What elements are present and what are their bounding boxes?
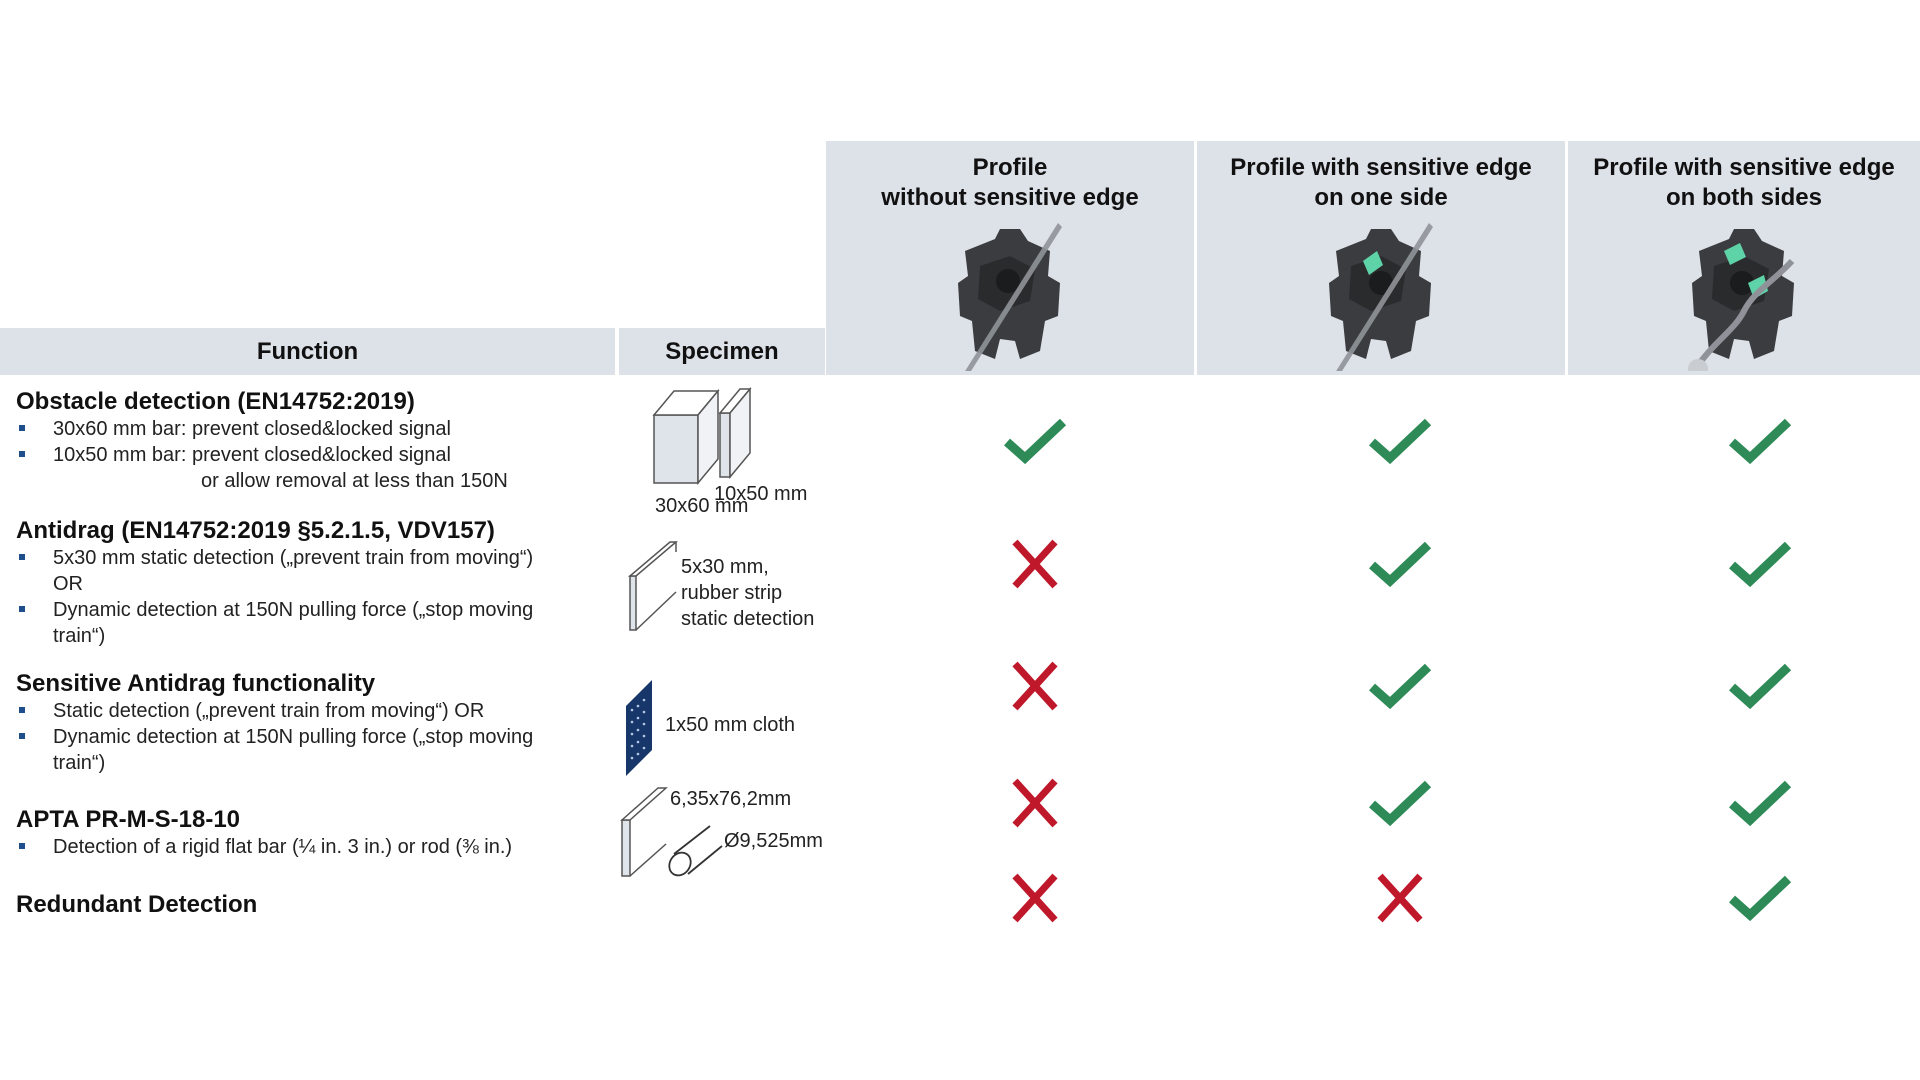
check-icon xyxy=(1728,416,1792,466)
profile-title-line1: Profile with sensitive edge xyxy=(1593,154,1895,181)
row-title: Redundant Detection xyxy=(16,891,258,918)
bullet-continuation: or allow removal at less than 150N xyxy=(201,470,508,492)
profile-both-sides-image xyxy=(1674,221,1814,371)
bullet-text: 5x30 mm static detection („prevent train from moving“) xyxy=(53,547,534,569)
bullet-text: 30x60 mm bar: prevent closed&locked signal xyxy=(53,418,451,440)
function-header xyxy=(0,328,615,375)
bullet-text: Static detection („prevent train from moving“) OR xyxy=(53,700,485,722)
specimen-label-rod: Ø9,525mm xyxy=(724,830,823,852)
row-sensitive-antidrag xyxy=(16,670,616,776)
row-obstacle-detection xyxy=(16,388,616,494)
row-title: Sensitive Antidrag functionality xyxy=(16,670,376,697)
bullet-item xyxy=(16,545,616,597)
bullet-item xyxy=(16,834,616,860)
specimen-label-rubber-strip: rubber strip xyxy=(681,582,783,604)
check-icon xyxy=(1368,539,1432,589)
row-title: Obstacle detection (EN14752:2019) xyxy=(16,388,415,415)
specimen-label-cloth: 1x50 mm cloth xyxy=(665,714,796,736)
check-icon xyxy=(1728,778,1792,828)
cross-icon xyxy=(1368,873,1432,923)
bullet-text: Dynamic detection at 150N pulling force („stop moving xyxy=(53,599,534,621)
bullet-continuation: train“) xyxy=(53,625,106,647)
profile-one-side-image xyxy=(1311,221,1451,371)
check-icon xyxy=(1728,539,1792,589)
specimen-header-label: Specimen xyxy=(665,337,779,365)
bullet-item xyxy=(16,724,616,776)
bullet-continuation: OR xyxy=(53,573,83,595)
bullet-item xyxy=(16,442,616,494)
specimen-label-5x30: 5x30 mm, xyxy=(681,556,769,578)
row-redundant-detection xyxy=(16,891,616,919)
bullet-item xyxy=(16,416,616,442)
bullet-list xyxy=(16,834,616,860)
function-header-label: Function xyxy=(256,337,359,365)
cloth-specimen-icon xyxy=(624,680,654,776)
profile-header-both-sides xyxy=(1568,141,1920,375)
specimen-label-flat-bar: 6,35x76,2mm xyxy=(670,788,792,810)
specimen-label-static-detection: static detection xyxy=(681,608,815,630)
profile-title-line2: without sensitive edge xyxy=(881,184,1139,211)
specimen-label-10x50: 10x50 mm xyxy=(714,483,808,505)
check-icon xyxy=(1728,873,1792,923)
check-icon xyxy=(1368,416,1432,466)
bullet-text: 10x50 mm bar: prevent closed&locked signal xyxy=(53,444,451,466)
bullet-list xyxy=(16,416,616,494)
profile-title-line1: Profile xyxy=(972,154,1048,181)
check-icon xyxy=(1368,661,1432,711)
check-icon xyxy=(1003,416,1067,466)
cross-icon xyxy=(1003,778,1067,828)
bullet-continuation: train“) xyxy=(53,752,106,774)
row-antidrag xyxy=(16,517,616,649)
profile-title-line2: on one side xyxy=(1314,184,1448,211)
row-apta xyxy=(16,806,616,860)
row-title: APTA PR-M-S-18-10 xyxy=(16,806,241,833)
bullet-list xyxy=(16,698,616,776)
profile-header-without-edge xyxy=(826,141,1194,375)
bullet-list xyxy=(16,545,616,649)
profile-without-edge-image xyxy=(940,221,1080,371)
bar-specimen-icon xyxy=(640,385,760,485)
profile-title-line1: Profile with sensitive edge xyxy=(1230,154,1532,181)
bullet-item xyxy=(16,597,616,649)
row-title: Antidrag (EN14752:2019 §5.2.1.5, VDV157) xyxy=(16,517,495,544)
specimen-header xyxy=(619,328,825,375)
check-icon xyxy=(1368,778,1432,828)
bullet-text: Dynamic detection at 150N pulling force („stop moving xyxy=(53,726,534,748)
profile-title-line2: on both sides xyxy=(1666,184,1822,211)
rubber-strip-specimen-icon xyxy=(624,540,680,632)
check-icon xyxy=(1728,661,1792,711)
profile-header-one-side xyxy=(1197,141,1565,375)
cross-icon xyxy=(1003,873,1067,923)
bullet-item xyxy=(16,698,616,724)
cross-icon xyxy=(1003,661,1067,711)
cross-icon xyxy=(1003,539,1067,589)
specimen-label-30x60: 30x60 mm xyxy=(655,495,749,517)
bullet-text: Detection of a rigid flat bar (¼ in. 3 in.) or rod (⅜ in.) xyxy=(53,836,513,858)
